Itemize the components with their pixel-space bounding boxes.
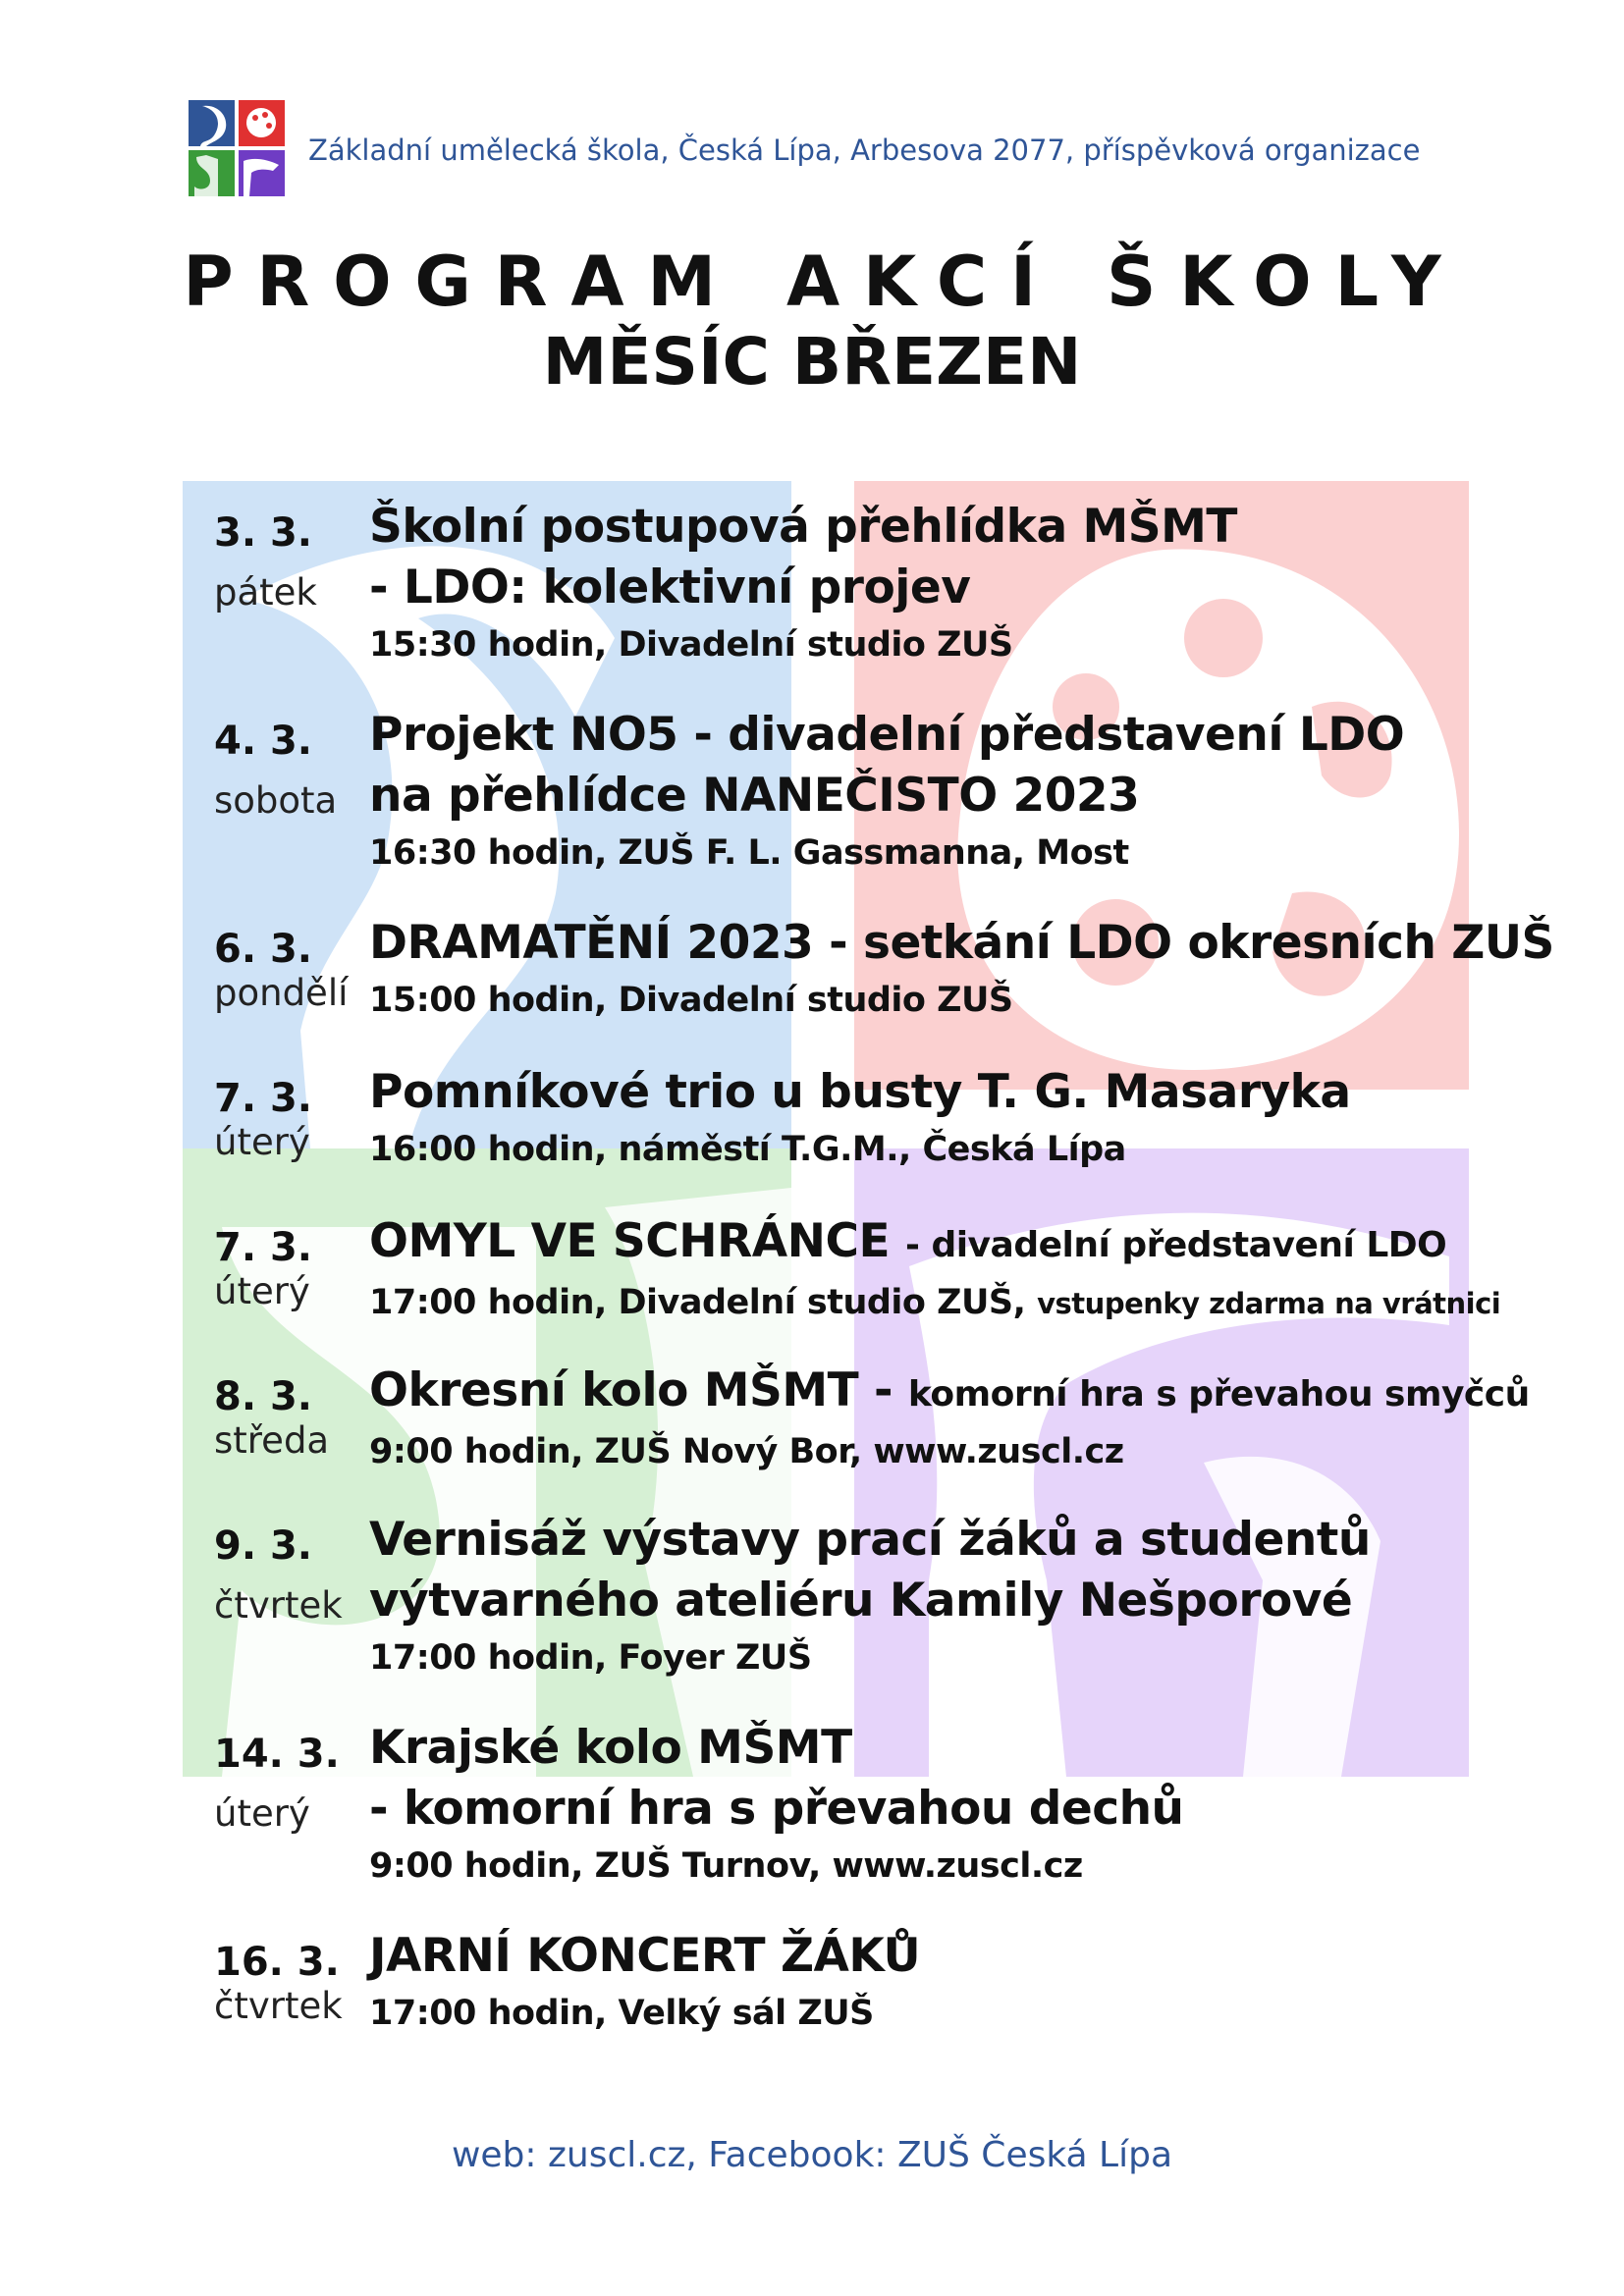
event-info: 17:00 hodin, Velký sál ZUŠ: [369, 1994, 874, 2033]
event-title-line: [369, 1361, 1530, 1425]
event-title-line: - LDO: kolektivní projev: [369, 561, 971, 614]
event-title-line: Vernisáž výstavy prací žáků a studentů: [369, 1513, 1371, 1567]
event-title-line: Pomníkové trio u busty T. G. Masaryka: [369, 1065, 1351, 1119]
school-name: Základní umělecká škola, Česká Lípa, Arbesova 2077, příspěvková organizace: [308, 133, 1421, 167]
event-info: 15:30 hodin, Divadelní studio ZUŠ: [369, 625, 1013, 665]
event-title-main: Okresní kolo MŠMT -: [369, 1363, 893, 1417]
event-day: úterý: [214, 1792, 310, 1835]
event-date: 7. 3.: [214, 1225, 312, 1270]
event-day: sobota: [214, 779, 338, 822]
event-title-line: - komorní hra s převahou dechů: [369, 1782, 1184, 1836]
event-title-suffix: komorní hra s převahou smyčců: [907, 1374, 1530, 1415]
event-date: 8. 3.: [214, 1374, 312, 1419]
event-day: čtvrtek: [214, 1584, 343, 1627]
event-title-line: Krajské kolo MŠMT: [369, 1721, 852, 1775]
event-date: 7. 3.: [214, 1076, 312, 1121]
event-day: úterý: [214, 1121, 310, 1163]
event-date: 9. 3.: [214, 1523, 312, 1569]
event-date: 14. 3.: [214, 1732, 340, 1777]
event-title-line: výtvarného ateliéru Kamily Nešporové: [369, 1574, 1353, 1628]
event-title-main: OMYL VE SCHRÁNCE: [369, 1214, 891, 1268]
event-date: 6. 3.: [214, 927, 312, 972]
event-day: středa: [214, 1419, 330, 1462]
event-info: 9:00 hodin, ZUŠ Turnov, www.zuscl.cz: [369, 1846, 1083, 1886]
event-date: 16. 3.: [214, 1940, 340, 1985]
event-info: 17:00 hodin, Foyer ZUŠ: [369, 1638, 812, 1678]
event-title-line: na přehlídce NANEČISTO 2023: [369, 769, 1140, 823]
event-title-line: [369, 1211, 1469, 1276]
event-title-line: Školní postupová přehlídka MŠMT: [369, 500, 1237, 554]
event-date: 4. 3.: [214, 719, 312, 764]
event-date: 3. 3.: [214, 510, 312, 556]
event-info: 15:00 hodin, Divadelní studio ZUŠ: [369, 981, 1013, 1020]
page-subtitle: MĚSÍC BŘEZEN: [542, 324, 1082, 400]
event-info: [369, 1276, 1501, 1330]
page-title: PROGRAM AKCÍ ŠKOLY: [183, 241, 1465, 322]
event-info-suffix: vstupenky zdarma na vrátnici: [1037, 1287, 1501, 1320]
event-day: pondělí: [214, 972, 349, 1014]
event-info: 16:00 hodin, náměstí T.G.M., Česká Lípa: [369, 1130, 1126, 1169]
event-title-line: JARNÍ KONCERT ŽÁKŮ: [369, 1929, 921, 1983]
event-title-suffix: - divadelní představení LDO: [904, 1225, 1447, 1265]
footer-links: web: zuscl.cz, Facebook: ZUŠ Česká Lípa: [451, 2135, 1173, 2175]
event-info-main: 17:00 hodin, Divadelní studio ZUŠ,: [369, 1283, 1026, 1322]
event-info: 16:30 hodin, ZUŠ F. L. Gassmanna, Most: [369, 833, 1129, 873]
event-day: úterý: [214, 1270, 310, 1312]
event-title-line: Projekt NO5 - divadelní představení LDO: [369, 708, 1405, 762]
event-day: čtvrtek: [214, 1985, 343, 2027]
event-day: pátek: [214, 571, 317, 614]
event-info: 9:00 hodin, ZUŠ Nový Bor, www.zuscl.cz: [369, 1432, 1124, 1471]
event-title-line: DRAMATĚNÍ 2023 - setkání LDO okresních ZUŠ: [369, 916, 1554, 970]
